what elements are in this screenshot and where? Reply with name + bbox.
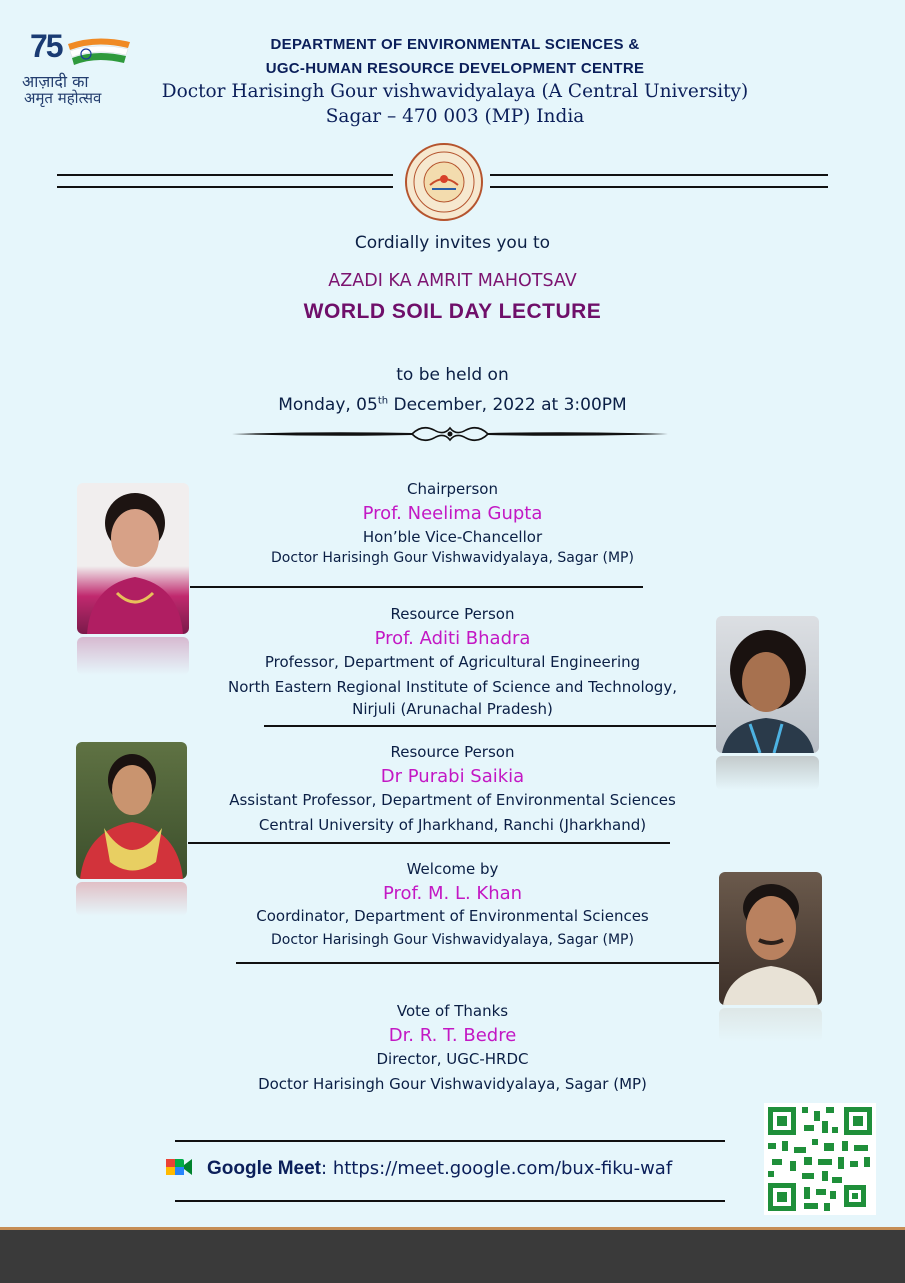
logo-hindi-line1: आज़ादी का [22,72,89,91]
speaker-divider [236,962,720,964]
speaker-affiliation: Central University of Jharkhand, Ranchi (Jharkhand) [258,816,647,834]
divider-left-bottom [57,186,393,188]
person-silhouette-icon [716,616,819,753]
speaker-name: Prof. M. L. Khan [382,883,523,904]
date-ordinal: th [377,395,389,407]
speaker-title: Professor, Department of Agricultural Engineering [264,653,641,671]
logo-hindi-line2: अमृत महोत्सव [24,89,102,107]
department-title: DEPARTMENT OF ENVIRONMENTAL SCIENCES & [270,36,640,53]
meet-platform-label: Google Meet [207,1158,322,1179]
flag-swoosh-icon [66,36,132,66]
qr-code-icon [764,1103,876,1215]
chairperson-photo [77,483,189,634]
speaker-name: Dr Purabi Saikia [380,766,525,787]
event-title: WORLD SOIL DAY LECTURE [303,300,602,323]
qr-code[interactable] [764,1103,876,1215]
footer-bar [0,1227,905,1283]
logo-number: 75 [30,28,62,64]
speaker-divider [264,725,716,727]
speaker-name: Prof. Aditi Bhadra [374,628,531,649]
role-label: Vote of Thanks [396,1002,509,1020]
speaker-affiliation: North Eastern Regional Institute of Science and Technology, [228,678,677,696]
date-suffix: December, 2022 at 3:00PM [388,395,627,415]
resource-person-1-photo [716,616,819,753]
speaker-location: Nirjuli (Arunachal Pradesh) [352,700,553,718]
divider-left-top [57,174,393,176]
speaker-divider [188,842,670,844]
speaker-divider [190,586,643,588]
event-date [0,395,905,415]
google-meet-icon [165,1156,193,1178]
speaker-title: Coordinator, Department of Environmental Sciences [256,907,649,925]
seal-emblem-icon [407,145,481,219]
divider-right-top [490,174,828,176]
speaker-title: Director, UGC-HRDC [376,1050,529,1068]
university-seal [405,143,483,221]
invitation-intro: Cordially invites you to [354,233,551,253]
meet-separator: : [321,1158,333,1179]
meeting-link-row[interactable] [165,1156,745,1184]
speaker-affiliation: Doctor Harisingh Gour Vishwavidyalaya, Sagar (MP) [271,932,634,948]
ornament-divider-icon [232,420,668,448]
university-name: Doctor Harisingh Gour vishwavidyalaya (A Central University) [161,81,749,102]
welcome-speaker-photo-reflection [719,1008,822,1042]
divider-right-bottom [490,186,828,188]
resource-person-2-photo [76,742,187,879]
meet-divider-top [175,1140,725,1142]
person-silhouette-icon [76,742,187,879]
university-address: Sagar – 470 003 (MP) India [325,106,585,127]
person-silhouette-icon [719,872,822,1005]
held-on-label: to be held on [396,365,509,385]
meet-url-link[interactable]: https://meet.google.com/bux-fiku-waf [332,1158,673,1179]
event-series: AZADI KA AMRIT MAHOTSAV [328,271,577,291]
speaker-affiliation: Doctor Harisingh Gour Vishwavidyalaya, Sagar (MP) [271,550,634,566]
role-label: Resource Person [390,605,515,623]
speaker-affiliation: Doctor Harisingh Gour Vishwavidyalaya, Sagar (MP) [258,1075,647,1093]
resource-person-1-photo-reflection [716,756,819,790]
date-prefix: Monday, 05 [278,395,378,415]
azadi-logo [22,28,152,110]
role-label: Resource Person [390,743,515,761]
speaker-name: Dr. R. T. Bedre [388,1025,517,1046]
role-label: Welcome by [406,860,499,878]
role-label: Chairperson [407,480,498,498]
meet-divider-bottom [175,1200,725,1202]
speaker-title: Assistant Professor, Department of Environmental Sciences [229,791,676,809]
person-silhouette-icon [77,483,189,634]
speaker-name: Prof. Neelima Gupta [362,503,543,524]
hrdc-title: UGC-HUMAN RESOURCE DEVELOPMENT CENTRE [265,60,645,77]
welcome-speaker-photo [719,872,822,1005]
speaker-title: Hon’ble Vice-Chancellor [362,528,543,546]
